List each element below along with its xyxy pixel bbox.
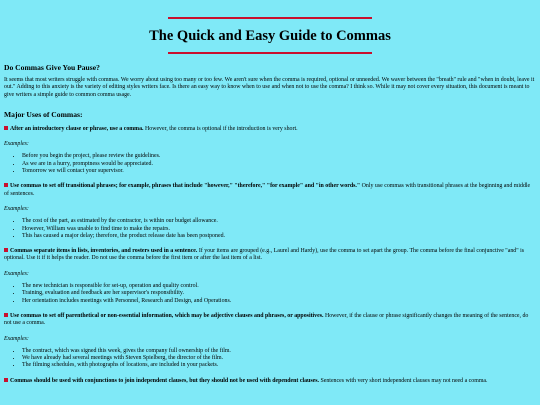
example-item: • The cost of the part, as estimated by the contractor, is within our budget allowance. (22, 218, 536, 225)
rule-title: After an introductory clause or phrase, use a comma. (10, 125, 144, 132)
comma-rule-section (4, 183, 536, 240)
examples-label: Examples: (4, 335, 29, 342)
example-item: • The new technician is responsible for set-up, operation and quality control. (22, 283, 536, 290)
rule-title: Commas separate items in lists, inventories, and rosters used in a sentence. (10, 248, 198, 255)
title-top-rule (168, 17, 372, 19)
rule-note: However, the comma is optional if the introduction is very short. (143, 125, 298, 132)
rule-note: However, if the clause or phrase significantly changes the meaning of the sentence, do not use a comma. (4, 312, 529, 327)
example-item: • Before you begin the project, please review the guidelines. (22, 153, 536, 160)
examples-label: Examples: (4, 205, 29, 212)
major-uses-heading: Major Uses of Commas: (4, 109, 83, 119)
red-square-bullet-icon (4, 313, 8, 317)
title-bottom-rule (168, 52, 372, 54)
rule-title: Use commas to set off parenthetical or non-essential information, which may be adjective clauses and phrases, or appositives. (10, 312, 324, 319)
red-square-bullet-icon (4, 378, 8, 382)
example-item: • Training, evaluation and feedback are her supervisor's responsibility. (22, 290, 536, 297)
examples-list (4, 153, 536, 175)
comma-rule-section (4, 378, 536, 385)
sections-container (4, 126, 536, 385)
rule-note: Sentences with very short independent clauses may not need a comma. (319, 377, 488, 384)
comma-rule-section (4, 248, 536, 305)
example-item: • Tomorrow we will contact your supervisor. (22, 168, 536, 175)
rule-note: If your items are grouped (e.g., Laurel and Hardy), use the comma to set apart the group. The comma before the final conjunctive "and" is optional. Use it if it helps the reader. Do not use the comma before the first item or after the last item of a list. (4, 248, 525, 262)
example-item: • We have already had several meetings with Steven Spielberg, the director of the film. (22, 355, 536, 362)
intro-heading: Do Commas Give You Pause? (4, 63, 100, 72)
examples-list (4, 348, 536, 370)
rule-title: Use commas to set off transitional phrases; for example, phrases that include "however," "therefore," "for example" and "in other words." (10, 183, 361, 190)
comma-rule-section (4, 313, 536, 370)
rule-paragraph (4, 126, 536, 133)
red-square-bullet-icon (4, 126, 8, 130)
examples-label: Examples: (4, 141, 29, 148)
examples-label: Examples: (4, 270, 29, 277)
examples-list (4, 218, 536, 240)
rule-note: Only use commas with transitional phrases at the beginning and middle of sentences. (4, 183, 531, 197)
rule-paragraph (4, 313, 536, 328)
rule-paragraph (4, 248, 536, 263)
page-title: The Quick and Easy Guide to Commas (149, 28, 391, 44)
rule-title: Commas should be used with conjunctions to join independent clauses, but they should not be used with dependent clauses. (10, 377, 319, 384)
document-body (4, 63, 536, 385)
example-item: • The filming schedules, with photographs of locations, are included in your packets. (22, 362, 536, 369)
example-item: • This has caused a major delay; therefore, the product release date has been postponed. (22, 233, 536, 240)
intro-paragraph: It seems that most writers struggle with commas. We worry about using too many or too few. We aren't sure when the comma is required, optional or unneeded. We waver between the "breath" rule and "when in doubt, leave it out." Adding to this anxiety is the variety of editing styles writers face. Is there an easy way to know when to use and when not to use the comma? I think so. While it may not cover every situation, this document is meant to give writers a simple guide to common comma usage. (4, 77, 535, 98)
example-item: • Her orientation includes meetings with Personnel, Research and Design, and Operations. (22, 298, 536, 305)
example-item: • As we are in a hurry, promptness would be appreciated. (22, 161, 536, 168)
red-square-bullet-icon (4, 183, 8, 187)
rule-paragraph (4, 183, 536, 198)
examples-list (4, 283, 536, 305)
example-item: • The contract, which was signed this week, gives the company full ownership of the film. (22, 348, 536, 355)
example-item: • However, William was unable to find time to make the repairs. (22, 226, 536, 233)
red-square-bullet-icon (4, 248, 8, 252)
rule-paragraph (4, 378, 536, 385)
comma-rule-section (4, 126, 536, 175)
